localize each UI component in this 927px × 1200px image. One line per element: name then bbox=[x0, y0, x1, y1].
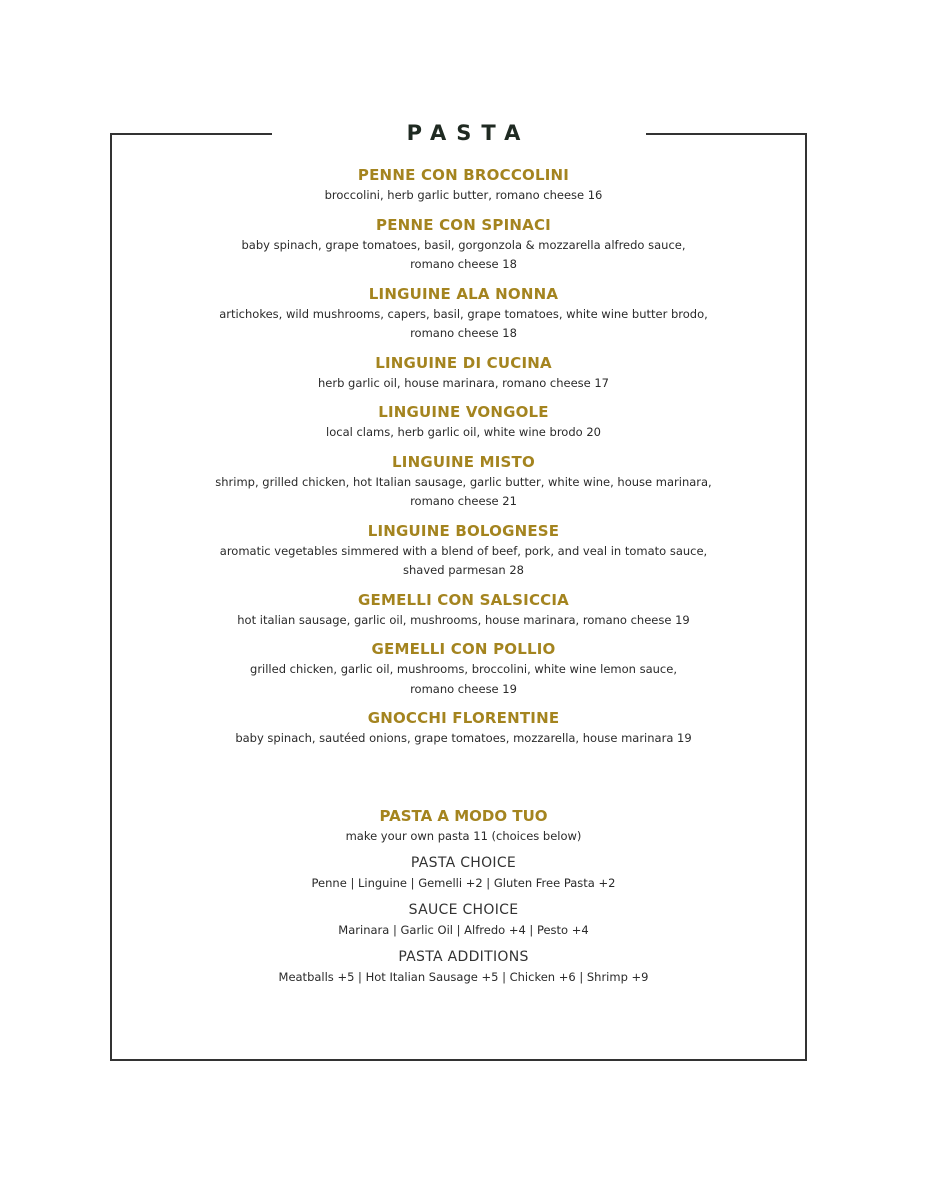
item-name: LINGUINE BOLOGNESE bbox=[367, 521, 560, 540]
item-name: PENNE CON SPINACI bbox=[376, 215, 551, 234]
pasta-additions-group bbox=[0, 948, 927, 987]
menu-item-gemelli-con-pollio bbox=[0, 639, 927, 699]
item-name: LINGUINE VONGOLE bbox=[378, 403, 549, 421]
sauce-choice-options: Marinara | Garlic Oil | Alfredo +4 | Pesto +4 bbox=[338, 923, 589, 937]
menu-item-linguine-ala-nonna bbox=[0, 284, 927, 344]
menu-item-gemelli-con-salsiccia bbox=[0, 590, 927, 631]
item-name: GEMELLI CON POLLIO bbox=[371, 640, 556, 658]
pasta-choice-heading: PASTA CHOICE bbox=[410, 855, 517, 871]
pasta-additions-heading: PASTA ADDITIONS bbox=[398, 949, 529, 965]
item-description: hot italian sausage, garlic oil, mushrooms, house marinara, romano cheese 19 bbox=[237, 612, 690, 627]
menu-item-linguine-misto bbox=[0, 452, 927, 512]
item-name: LINGUINE DI CUCINA bbox=[375, 353, 552, 372]
menu-item-penne-con-broccolini bbox=[0, 165, 927, 206]
item-name: PENNE CON BROCCOLINI bbox=[357, 166, 570, 184]
sauce-choice-heading: SAUCE CHOICE bbox=[408, 902, 519, 918]
menu-item-linguine-vongole bbox=[0, 402, 927, 443]
menu-item-linguine-di-cucina bbox=[0, 353, 927, 394]
item-description: baby spinach, sautéed onions, grape tomatoes, mozzarella, house marinara 19 bbox=[235, 731, 692, 745]
pasta-menu-list bbox=[0, 165, 927, 758]
item-description: baby spinach, grape tomatoes, basil, gorgonzola & mozzarella alfredo sauce, romano cheese 18 bbox=[241, 237, 686, 271]
item-description: broccolini, herb garlic butter, romano cheese 16 bbox=[324, 188, 603, 202]
sauce-choice-group bbox=[0, 901, 927, 940]
custom-title: PASTA A MODO TUO bbox=[379, 807, 548, 825]
pasta-choice-options: Penne | Linguine | Gemelli +2 | Gluten Free Pasta +2 bbox=[311, 876, 616, 890]
item-description: herb garlic oil, house marinara, romano cheese 17 bbox=[317, 375, 609, 390]
custom-subtitle: make your own pasta 11 (choices below) bbox=[345, 829, 582, 843]
item-description: grilled chicken, garlic oil, mushrooms, broccolini, white wine lemon sauce, romano cheese 19 bbox=[250, 662, 677, 696]
menu-item-penne-con-spinaci bbox=[0, 215, 927, 275]
item-name: LINGUINE MISTO bbox=[392, 452, 535, 471]
menu-item-linguine-bolognese bbox=[0, 521, 927, 581]
item-description: artichokes, wild mushrooms, capers, basil, grape tomatoes, white wine butter brodo, romano cheese 18 bbox=[219, 306, 708, 340]
item-name: LINGUINE ALA NONNA bbox=[368, 284, 559, 303]
item-description: shrimp, grilled chicken, hot Italian sausage, garlic butter, white wine, house marinara, romano cheese 21 bbox=[215, 474, 712, 508]
item-description: local clams, herb garlic oil, white wine brodo 20 bbox=[326, 425, 601, 439]
pasta-choice-group bbox=[0, 854, 927, 893]
page-title: PASTA bbox=[406, 121, 531, 145]
item-name: GEMELLI CON SALSICCIA bbox=[358, 590, 569, 609]
item-description: aromatic vegetables simmered with a blend of beef, pork, and veal in tomato sauce, shaved parmesan 28 bbox=[219, 543, 708, 577]
item-name: GNOCCHI FLORENTINE bbox=[367, 709, 560, 727]
pasta-additions-options: Meatballs +5 | Hot Italian Sausage +5 | Chicken +6 | Shrimp +9 bbox=[278, 970, 649, 984]
menu-item-gnocchi-florentine bbox=[0, 708, 927, 749]
make-your-own-section bbox=[0, 806, 927, 987]
